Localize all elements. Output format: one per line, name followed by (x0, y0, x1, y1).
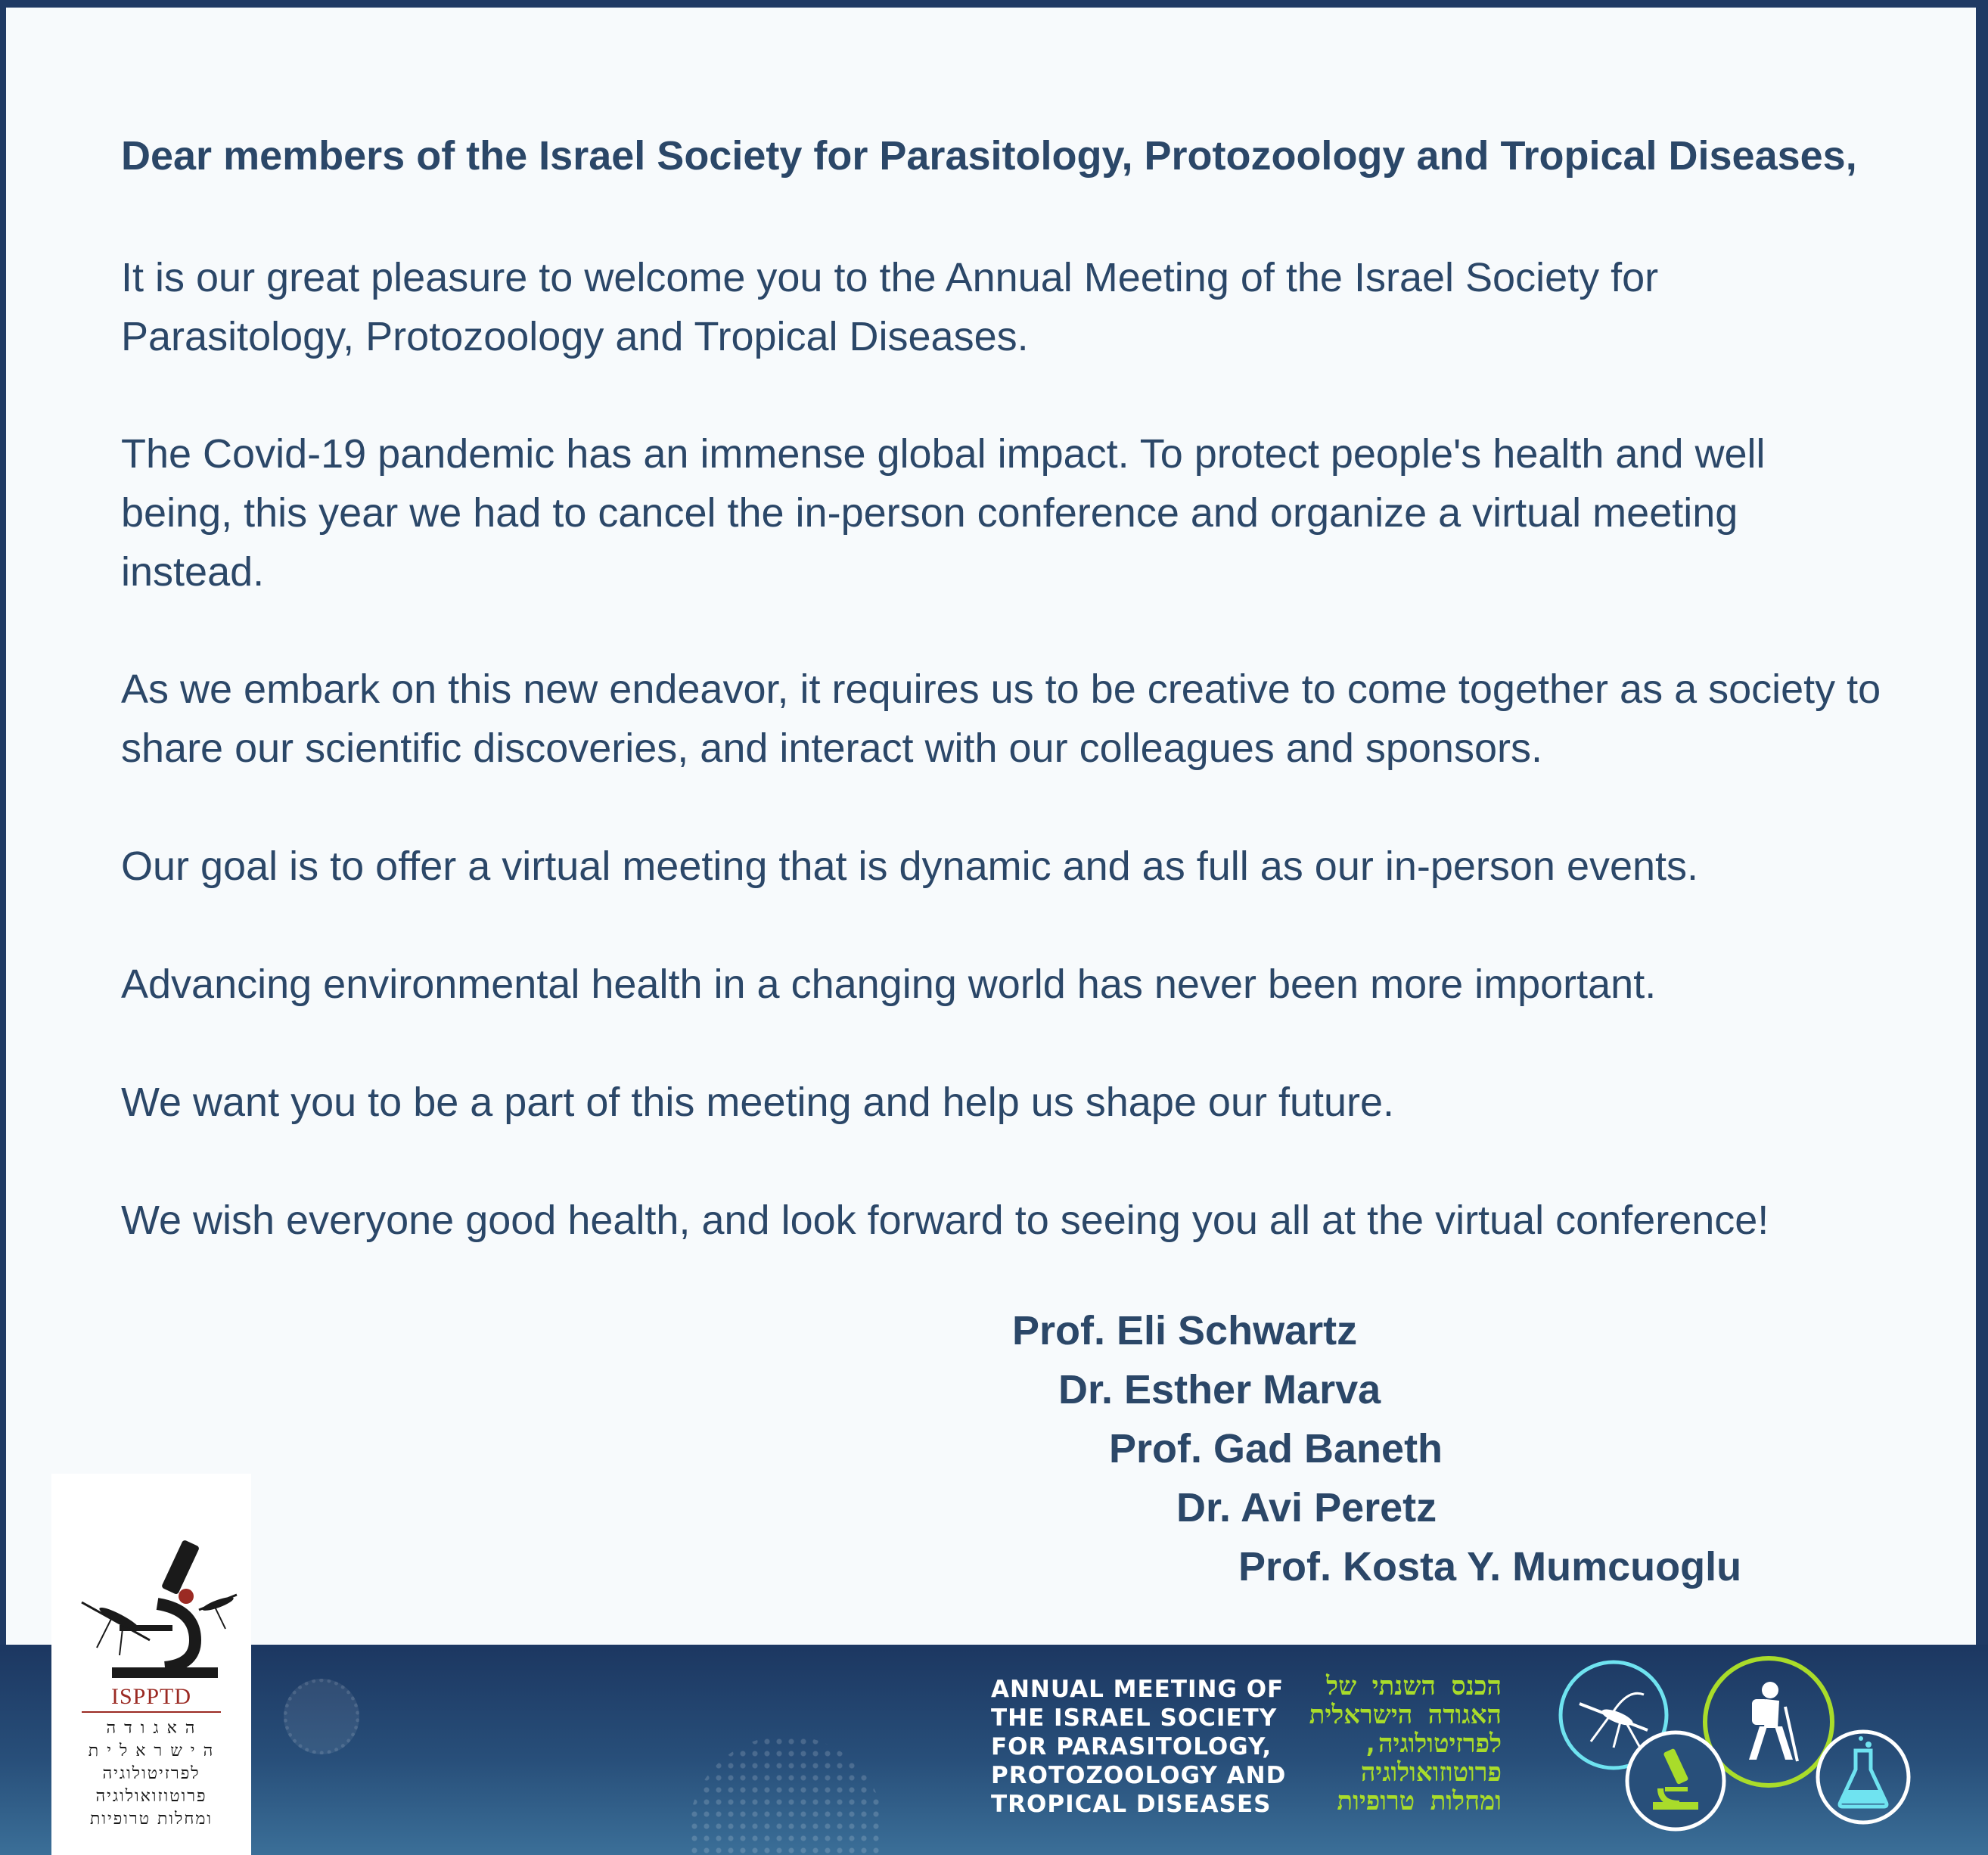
virus-icon (284, 1679, 359, 1754)
logo-acronym: ISPPTD (110, 1684, 192, 1709)
signatory-name: Dr. Avi Peretz (1176, 1485, 1437, 1530)
paragraph-shape-future: We want you to be a part of this meeting and help us shape our future. (121, 1080, 1395, 1125)
footer-hebrew-title: הכנס השנתי של האגודה הישראלית לפרזיטולוגיה, פרוטוזואולוגיה ומחלות טרופיות (1309, 1671, 1502, 1816)
paragraph-endeavor: As we embark on this new endeavor, it requires us to be creative to come together as a society to share our scientific discoveries, and interact with our colleagues and sponsors. (121, 666, 1881, 771)
signatory-name: Prof. Eli Schwartz (1012, 1308, 1358, 1353)
footer-banner (0, 1645, 1988, 1855)
society-logo (51, 1474, 251, 1855)
paragraph-closing: We wish everyone good health, and look forward to seeing you all at the virtual conference! (121, 1198, 1769, 1243)
paragraph-goal: Our goal is to offer a virtual meeting that is dynamic and as full as our in-person events. (121, 844, 1699, 889)
signatory-name: Prof. Gad Baneth (1109, 1426, 1443, 1471)
paragraph-welcome: It is our great pleasure to welcome you to the Annual Meeting of the Israel Society for Parasitology, Protozoology and Tropical Diseases. (121, 255, 1659, 359)
logo-hebrew-name: ה א ג ו ד ה ה י ש ר א ל י ת לפרזיטולוגיה פרוטוזואולוגיה ומחלות טרופיות (88, 1719, 215, 1829)
letter-page (6, 5, 1976, 1648)
paragraph-environment: Advancing environmental health in a changing world has never been more important. (121, 962, 1657, 1007)
dot-pattern (688, 1735, 885, 1855)
signatory-name: Dr. Esther Marva (1058, 1367, 1381, 1412)
paragraph-covid: The Covid-19 pandemic has an immense global impact. To protect people's health and well being, this year we had to cancel the in-person conference and organize a virtual meeting instead. (121, 431, 1766, 595)
microscope-mosquito-icon (67, 1534, 241, 1686)
signatory-name: Prof. Kosta Y. Mumcuoglu (1238, 1544, 1742, 1589)
logo-divider (82, 1711, 221, 1713)
salutation: Dear members of the Israel Society for Parasitology, Protozoology and Tropical Diseases, (121, 133, 1857, 179)
flask-icon (1814, 1728, 1912, 1826)
footer-english-title: ANNUAL MEETING OF THE ISRAEL SOCIETY FOR PARASITOLOGY, PROTOZOOLOGY AND TROPICAL DISEASES (991, 1676, 1287, 1818)
microscope-icon (1623, 1728, 1729, 1834)
